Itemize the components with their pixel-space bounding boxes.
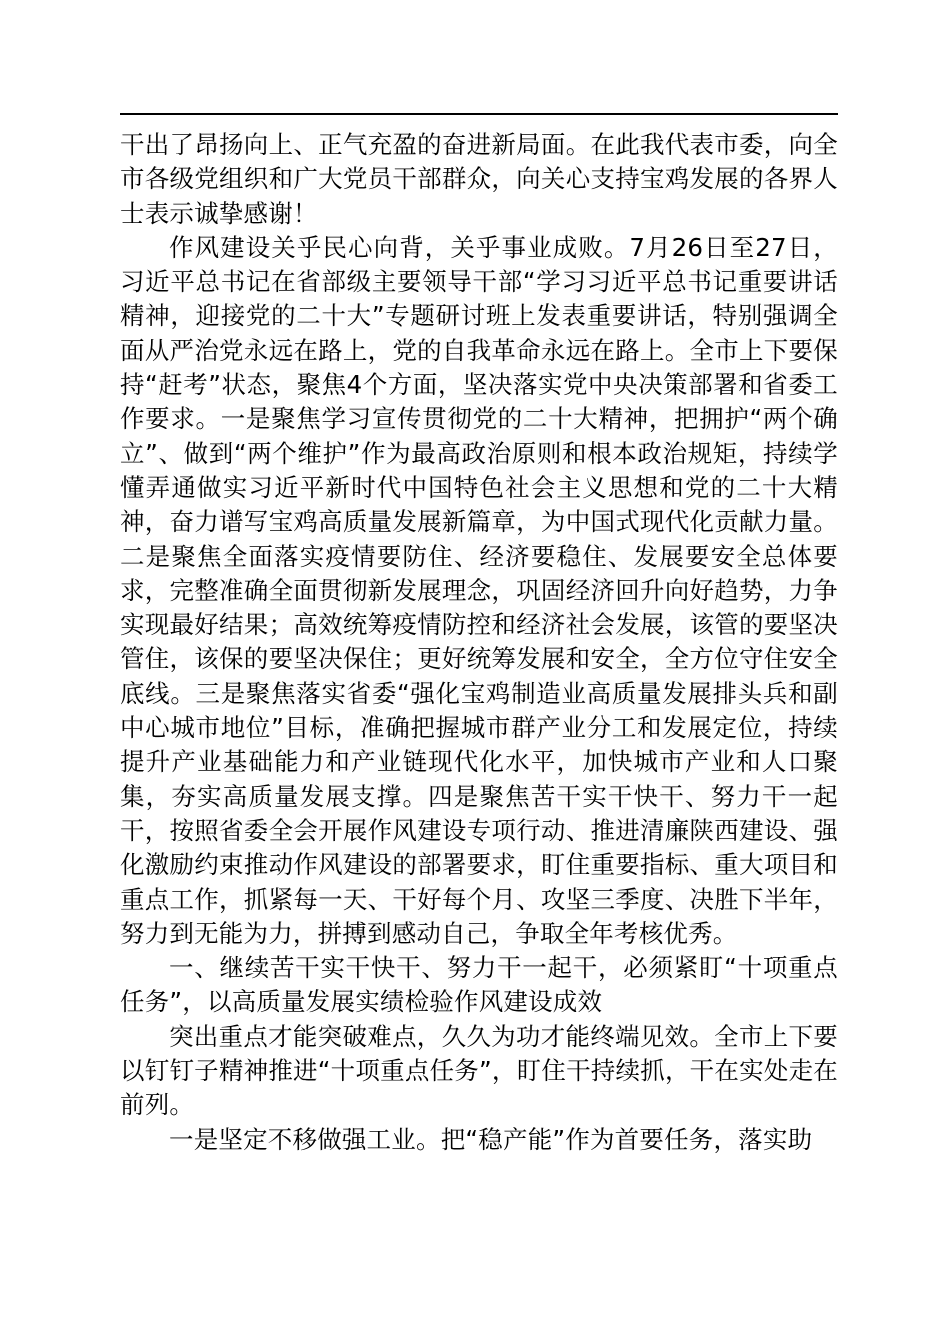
paragraph-work-style: 作风建设关乎民心向背，关乎事业成败。7月26日至27日，习近平总书记在省部级主要领导干部“学习习近平总书记重要讲话精神，迎接党的二十大”专题研讨班上发表重要讲话，特别强调全面从严治党永远在路上，党的自我革命永远在路上。全市上下要保持“赶考”状态，聚焦4个方面，坚决落实党中央决策部署和省委工作要求。一是聚焦学习宣传贯彻党的二十大精神，把拥护“两个确立”、做到“两个维护”作为最高政治原则和根本政治规矩，持续学懂弄通做实习近平新时代中国特色社会主义思想和党的二十大精神，奋力谱写宝鸡高质量发展新篇章，为中国式现代化贡献力量。二是聚焦全面落实疫情要防住、经济要稳住、发展要安全总体要求，完整准确全面贯彻新发展理念，巩固经济回升向好趋势，力争实现最好结果；高效统筹疫情防控和经济社会发展，该管的要坚决管住，该保的要坚决保住；更好统筹发展和安全，全方位守住安全底线。三是聚焦落实省委“强化宝鸡制造业高质量发展排头兵和副中心城市地位”目标，准确把握城市群产业分工和发展定位，持续提升产业基础能力和产业链现代化水平，加快城市产业和人口聚集，夯实高质量发展支撑。四是聚焦苦干实干快干、努力干一起干，按照省委全会开展作风建设专项行动、推进清廉陕西建设、强化激励约束推动作风建设的部署要求，盯住重要指标、重大项目和重点工作，抓紧每一天、干好每个月、攻坚三季度、决胜下半年，努力到无能为力，拼搏到感动自己，争取全年考核优秀。 [120, 232, 838, 948]
header-rule [120, 113, 838, 115]
paragraph-industry: 一是坚定不移做强工业。把“稳产能”作为首要任务，落实助 [169, 1124, 813, 1154]
paragraph-continuation: 干出了昂扬向上、正气充盈的奋进新局面。在此我代表市委，向全市各级党组织和广大党员干部群众，向关心支持宝鸡发展的各界人士表示诚挚感谢！ [120, 130, 838, 228]
paragraph-key-tasks: 突出重点才能突破难点，久久为功才能终端见效。全市上下要以钉钉子精神推进“十项重点任务”，盯住干持续抓，干在实处走在前列。 [120, 1021, 838, 1120]
document-body [120, 128, 838, 1157]
section-heading-one: 一、继续苦干实干快干、努力干一起干，必须紧盯“十项重点任务”，以高质量发展实绩检验作风建设成效 [120, 953, 838, 1017]
